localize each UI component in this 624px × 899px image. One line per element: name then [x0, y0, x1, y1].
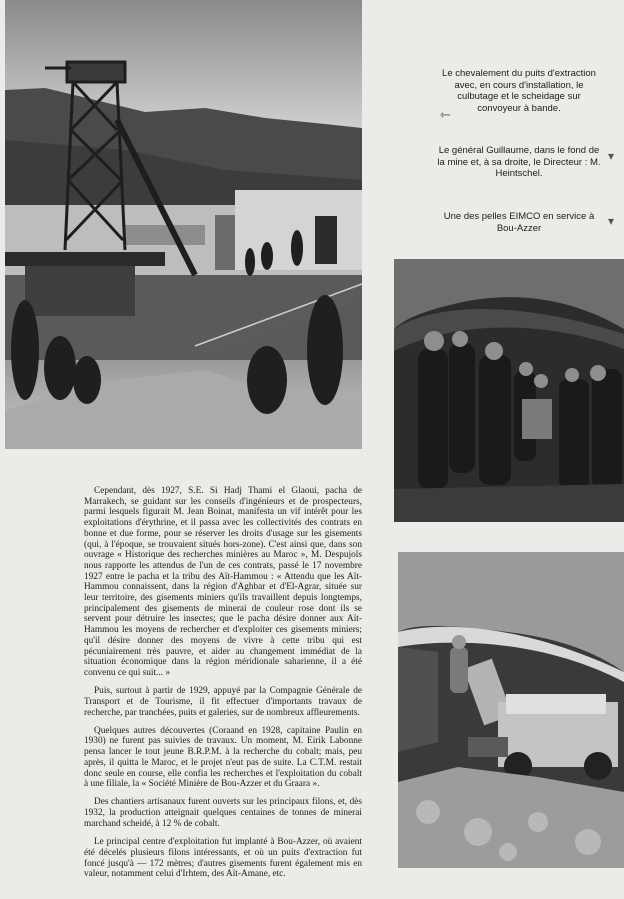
paragraph: Le principal centre d'exploitation fut implanté à Bou-Azzer, où avaient été décelés plusieurs filons intéressants, et où un puits d'extraction fut foncé jusqu'à — 172 mètres; d'autres gisements furent également mis en valeur, notamment celui d'Irhtem, des Aït-Amane, etc.: [84, 837, 362, 880]
mine-gallery-group-photo: [394, 259, 624, 522]
paragraph: Des chantiers artisanaux furent ouverts sur les principaux filons, et, dès 1932, la production atteignait quelques centaines de tonnes de minerai marchand scheidé, à 12 % de cobalt.: [84, 797, 362, 829]
arrow-down-icon: ▾: [608, 214, 615, 228]
paragraph: Puis, surtout à partir de 1929, appuyé par la Compagnie Générale de Transport et de Tourisme, il fit effectuer d'importants travaux de recherche, par tranchées, puits et galeries, sur de nombreux affleurements.: [84, 686, 362, 718]
arrow-down-icon: ▾: [608, 149, 615, 163]
mine-headframe-photo: [5, 0, 362, 449]
caption-general-guillaume: Le général Guillaume, dans le fond de la mine et, à sa droite, le Directeur : M. Heintschel.: [437, 145, 601, 179]
paragraph: Cependant, dès 1927, S.E. Si Hadj Thami el Glaoui, pacha de Marrakech, se guidant sur les conseils d'ingénieurs et de prospecteurs, parmi lesquels figurait M. Jean Boinat, manifesta un vif intérêt pour les exploitations d'érythrine, et il passa avec les collectivités des contrats en bonne et due forme, pour se réserver les droits d'usage sur les gisements (qui, à l'époque, se trouvaient situés hors-zone). C'est ainsi que, dans son ouvrage « Historique des recherches minières au Maroc », M. Despujols nous rapporte les attendus de l'un de ces contrats, passé le 17 novembre 1927 entre le pacha et la tribu des Aït-Hammou : « Attendu que les Aït-Hammou connaissent, dans la région d'Aghbar et d'El-Agrar, située sur leur territoire, des gisements miniers qu'ils travaillent depuis longtemps, principalement des gisements de minerai de couleur rose dont ils se servent pour détruire les insectes; que le pacha désire donner aux Aït-Hammou les moyens de rechercher et d'exploiter ces gisements miniers; qu'il désire donner des moyens de vivre à cette tribu qui est pécuniairement très pauvre, et aider au changement immédiat de la situation économique dans la région méridionale saharienne, il a été convenu ce qui suit... »: [84, 486, 362, 678]
caption-headframe: Le chevalement du puits d'extraction avec, en cours d'installation, le culbutage et le scheidage sur convoyeur à bande.: [442, 68, 596, 114]
caption-eimco-shovel: Une des pelles EIMCO en service à Bou-Azzer: [443, 211, 595, 234]
article-body: [84, 486, 362, 887]
eimco-shovel-photo: [398, 552, 624, 868]
paragraph: Quelques autres découvertes (Coraand en 1928, capitaine Paulin en 1930) ne furent pas suivies de travaux. Un moment, M. Eirik Labonne pensa lancer le tout jeune B.R.P.M. à la recherche du cobalt; mais, peu après, il quitta le Maroc, et le projet n'eut pas de suite. La C.T.M. restait donc seule en course, elle confia les recherches et l'exploitation du cobalt à une filiale, la « Société Minière de Bou-Azzer et du Graara ».: [84, 725, 362, 790]
arrow-left-icon: ⇽: [440, 108, 451, 123]
